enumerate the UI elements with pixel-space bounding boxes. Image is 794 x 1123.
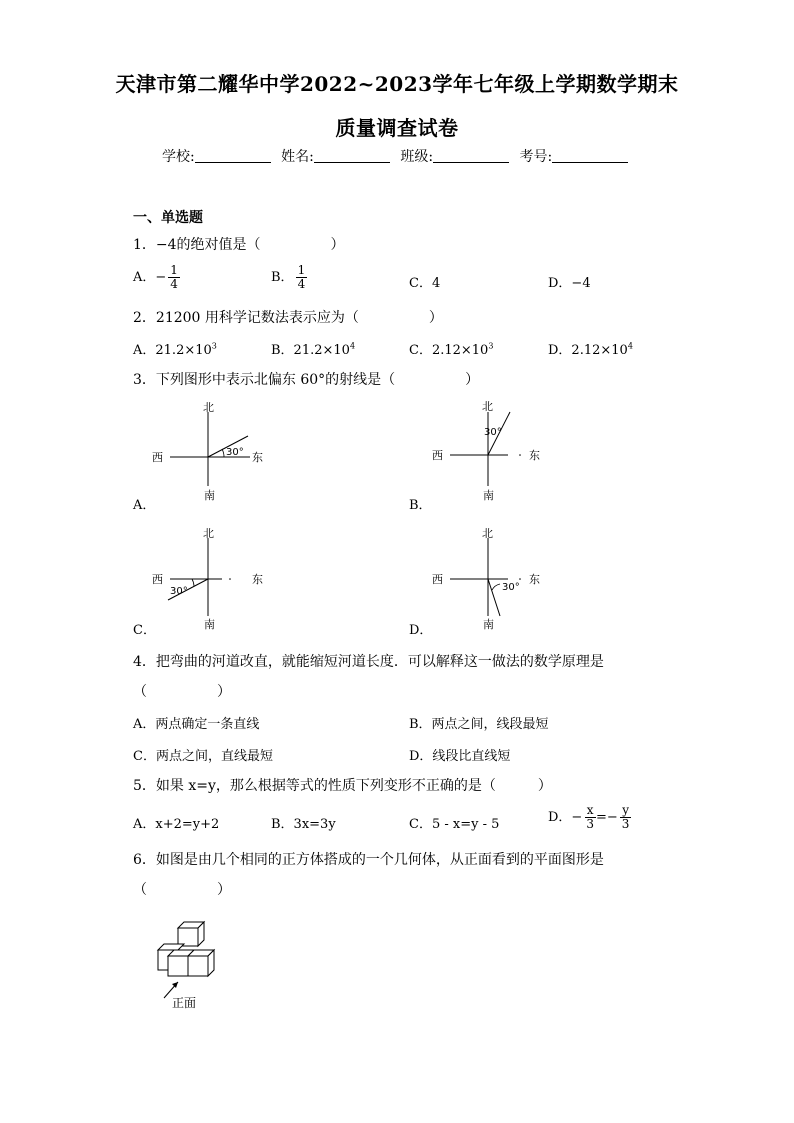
question-4-paren: （ ） bbox=[133, 684, 231, 700]
angle-label: 30° bbox=[226, 447, 244, 458]
question-5-option-c: C．5 - x=y - 5 bbox=[409, 817, 500, 832]
question-4-stem: 4．把弯曲的河道改直，就能缩短河道长度．可以解释这一做法的数学原理是 bbox=[133, 654, 604, 670]
svg-text:东: 东 bbox=[529, 573, 540, 586]
exam-title-line2: 质量调查试卷 bbox=[335, 116, 459, 140]
question-2-option-b: B．$21.2\times 10^4$ bbox=[271, 341, 356, 358]
svg-text:30°: 30° bbox=[170, 586, 188, 597]
north-label: 北 bbox=[203, 401, 214, 414]
svg-text:南: 南 bbox=[483, 489, 494, 502]
svg-text:30°: 30° bbox=[484, 427, 502, 438]
school-label: 学校: bbox=[162, 149, 195, 165]
question-3-option-c: C． bbox=[133, 623, 156, 638]
svg-text:30°: 30° bbox=[502, 582, 520, 593]
question-2-option-c: C．$2.12\times 10^3$ bbox=[409, 341, 494, 358]
question-2-stem: 2．21200 用科学记数法表示应为（ ） bbox=[133, 310, 443, 326]
question-1-option-b: B． $\frac{1}{4}$ bbox=[271, 263, 306, 291]
svg-text:南: 南 bbox=[204, 618, 215, 631]
exam-title-line1: 天津市第二耀华中学2022~2023学年七年级上学期数学期末 bbox=[115, 72, 679, 96]
question-3-option-a: A． bbox=[133, 498, 156, 513]
question-3-option-d: D． bbox=[409, 623, 433, 638]
class-blank[interactable] bbox=[433, 148, 509, 163]
question-6-stem: 6．如图是由几个相同的正方体搭成的一个几何体，从正面看到的平面图形是 bbox=[133, 852, 604, 868]
question-6-paren: （ ） bbox=[133, 882, 231, 898]
question-4-option-a: A．两点确定一条直线 bbox=[133, 717, 260, 732]
student-info-line bbox=[162, 146, 634, 166]
class-label: 班级: bbox=[400, 149, 434, 165]
name-label: 姓名: bbox=[281, 149, 314, 165]
question-5-option-a: A．x+2=y+2 bbox=[133, 817, 220, 832]
question-1-option-a: A．− $\frac{1}{4}$ bbox=[133, 263, 178, 291]
south-label: 南 bbox=[204, 489, 215, 502]
svg-text:西: 西 bbox=[432, 449, 443, 462]
question-1-option-d: D．−4 bbox=[548, 276, 591, 291]
question-2-option-d: D．$2.12\times 10^4$ bbox=[548, 341, 633, 358]
svg-text:北: 北 bbox=[203, 527, 214, 540]
exam-number-label: 考号: bbox=[519, 149, 553, 165]
section-heading: 一、单选题 bbox=[133, 210, 203, 226]
question-1-option-c: C．4 bbox=[409, 276, 441, 291]
exam-number-blank[interactable] bbox=[552, 148, 628, 163]
question-5-stem: 5．如果 x=y，那么根据等式的性质下列变形不正确的是（ ） bbox=[133, 778, 552, 794]
svg-text:北: 北 bbox=[482, 527, 493, 540]
question-5-option-b: B．3x=3y bbox=[271, 817, 336, 832]
svg-text:东: 东 bbox=[252, 573, 263, 586]
question-3-stem: 3．下列图形中表示北偏东 60°的射线是（ ） bbox=[133, 372, 480, 388]
name-blank[interactable] bbox=[314, 148, 390, 163]
svg-text:北: 北 bbox=[482, 400, 493, 413]
compass-diagram-b bbox=[428, 398, 558, 506]
compass-diagram-a bbox=[148, 398, 278, 506]
compass-diagram-c bbox=[148, 524, 278, 632]
cube-stack-figure bbox=[150, 920, 230, 1012]
question-5-option-d: D．− $\frac{x}{3}$ =− $\frac{y}{3}$ bbox=[548, 803, 630, 831]
question-2-option-a: A．$21.2\times 10^3$ bbox=[133, 341, 217, 358]
compass-diagram-d bbox=[428, 524, 558, 632]
question-3-option-b: B． bbox=[409, 498, 432, 513]
svg-text:东: 东 bbox=[529, 449, 540, 462]
question-4-option-b: B．两点之间，线段最短 bbox=[409, 717, 549, 732]
school-blank[interactable] bbox=[195, 148, 271, 163]
question-1-stem: 1．−4的绝对值是（ ） bbox=[133, 237, 345, 253]
front-label: 正面 bbox=[172, 996, 197, 1010]
question-4-option-c: C．两点之间，直线最短 bbox=[133, 749, 273, 764]
svg-text:南: 南 bbox=[483, 618, 494, 631]
question-4-option-d: D．线段比直线短 bbox=[409, 749, 511, 764]
svg-text:西: 西 bbox=[432, 573, 443, 586]
svg-text:西: 西 bbox=[152, 573, 163, 586]
west-label: 西 bbox=[152, 451, 163, 464]
east-label: 东 bbox=[252, 451, 263, 464]
